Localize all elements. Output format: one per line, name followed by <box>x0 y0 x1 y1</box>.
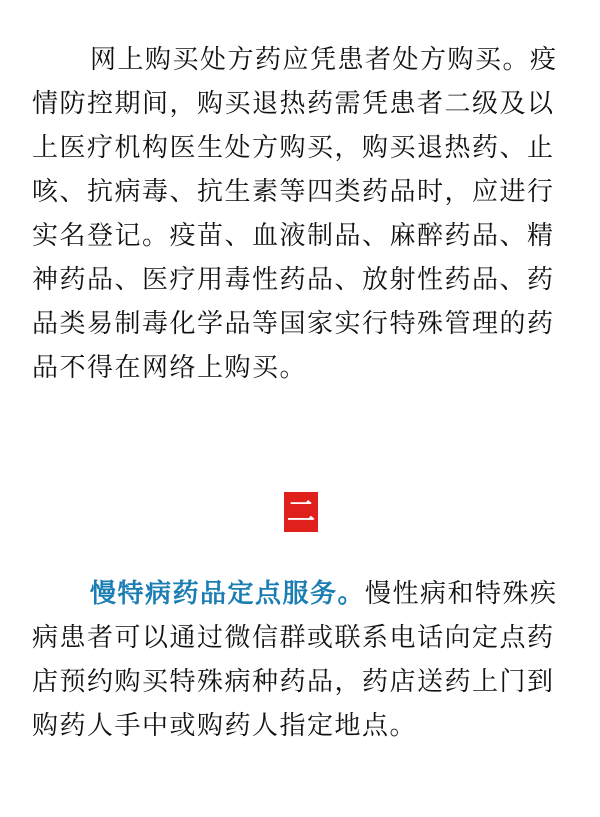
prescription-rules-paragraph: 网上购买处方药应凭患者处方购买。疫情防控期间，购买退热药需凭患者二级及以上医疗机构医生处方购买，购买退热药、止咳、抗病毒、抗生素等四类药品时，应进行实名登记。疫苗、血液制品、麻醉药品、精神药品、医疗用毒性药品、放射性药品、药品类易制毒化学品等国家实行特殊管理的药品不得在网络上购买。 <box>32 45 558 383</box>
chronic-disease-service-paragraph <box>32 572 572 748</box>
chronic-disease-service-text: 慢性病和特殊疾病患者可以通过微信群或联系电话向定点药店预约购买特殊病种药品，药店送药上门到购药人手中或购药人指定地点。 <box>32 579 558 741</box>
section-heading-highlight: 慢特病药品定点服务。 <box>90 579 366 609</box>
section-number-badge: 二 <box>284 492 318 532</box>
